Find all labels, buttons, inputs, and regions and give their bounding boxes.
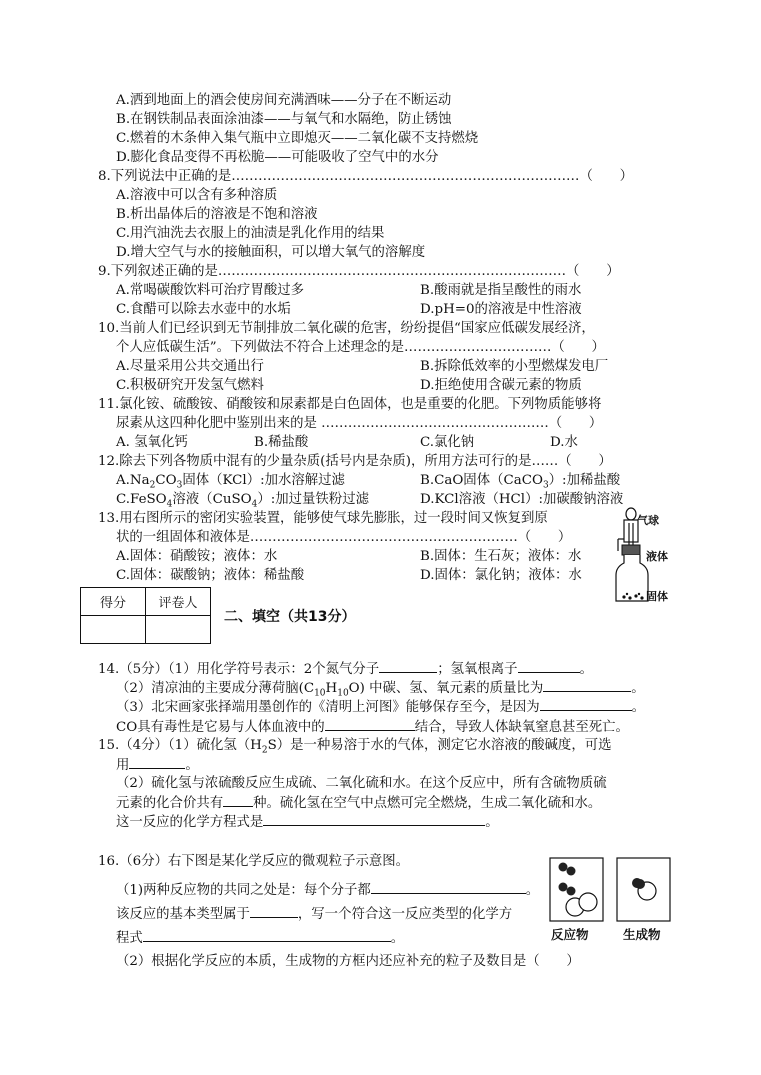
q11-option-b: B.稀盐酸 <box>254 435 309 450</box>
q14-line4: CO具有毒性是它易与人体血液中的 结合，导致人体缺氧窒息甚至死亡。 <box>116 717 629 737</box>
q15-line2: 用 。 <box>116 755 199 775</box>
q12-stem: 12.除去下列各物质中混有的少量杂质(括号内是杂质)，所用方法可行的是……（ ） <box>98 454 612 469</box>
fig-label-solid: 固体 <box>646 590 668 603</box>
q14-line2: （2）清凉油的主要成分薄荷脑$(C_{10}H_{10}O)$ 中碳、氢、氧元素的质量比为 。 <box>116 678 645 698</box>
q11-stem-line1: 11.氯化铵、硫酸铵、硝酸铵和尿素都是白色固体，也是重要的化肥。下列物质能够将 <box>98 397 602 412</box>
q7-option-d: D.膨化食品变得不再松脆——可能吸收了空气中的水分 <box>116 150 439 165</box>
q8-option-a: A.溶液中可以含有多种溶质 <box>116 188 278 203</box>
q13-option-c: C.固体：碳酸钠；液体：稀盐酸 <box>116 568 305 583</box>
q7-option-c: C.燃着的木条伸入集气瓶中立即熄灭——二氧化碳不支持燃烧 <box>116 131 479 146</box>
q14-blank-oh[interactable] <box>518 659 580 673</box>
q8-option-c: C.用汽油洗去衣服上的油渍是乳化作用的结果 <box>116 226 385 241</box>
q13-option-d: D.固体：氯化钠；液体：水 <box>420 568 582 583</box>
q16-line1: 16.（6分）右下图是某化学反应的微观粒子示意图。 <box>98 854 410 869</box>
q10-stem-line1: 10.当前人们已经识到无节制排放二氧化碳的危害，纷纷提倡“国家应低碳发展经济， <box>98 321 595 336</box>
q10-option-d: D.拒绝使用含碳元素的物质 <box>420 378 582 393</box>
q14-blank-blood[interactable] <box>325 717 415 731</box>
q16-line4: 程式 。 <box>116 928 404 948</box>
q9-option-c: C.食醋可以除去水壶中的水垢 <box>116 302 291 317</box>
q10-option-c: C.积极研究开发氢气燃料 <box>116 378 264 393</box>
fig-label-product: 生成物 <box>623 927 661 942</box>
q8-option-b: B.析出晶体后的溶液是不饱和溶液 <box>116 207 318 222</box>
q16-blank-common[interactable] <box>371 880 526 894</box>
q9-option-a: A.常喝碳酸饮料可治疗胃酸过多 <box>116 283 305 298</box>
q15-blank-valence-count[interactable] <box>223 793 253 807</box>
q16-line5: （2）根据化学反应的本质，生成物的方框内还应补充的粒子及数目是（ ） <box>116 954 580 969</box>
q12-option-d: D.KCl溶液（HCl）:加碳酸钠溶液 <box>420 492 624 507</box>
q11-option-a: A. 氢氧化钙 <box>116 435 188 450</box>
q16-line2: （1)两种反应物的共同之处是：每个分子都 。 <box>116 880 539 900</box>
q7-option-b: B.在钢铁制品表面涂油漆——与氧气和水隔绝，防止锈蚀 <box>116 112 452 127</box>
q15-line4: 元素的化合价共有 种。硫化氢在空气中点燃可完全燃烧，生成二氧化硫和水。 <box>116 793 601 813</box>
q10-option-b: B.拆除低效率的小型燃煤发电厂 <box>420 359 609 374</box>
q9-option-b: B.酸雨就是指呈酸性的雨水 <box>420 283 582 298</box>
q8-option-d: D.增大空气与水的接触面积，可以增大氧气的溶解度 <box>116 245 426 260</box>
q16-particle-diagram <box>549 857 673 923</box>
q12-option-c: C.FeSO$_4$溶液（CuSO$_4$）:加过量铁粉过滤 <box>116 492 369 510</box>
q13-stem-line1: 13.用右图所示的密闭实验装置，能够使气球先膨胀，过一段时间又恢复到原 <box>98 511 548 526</box>
fig-label-balloon: 气球 <box>637 514 659 527</box>
q15-line5: 这一反应的化学方程式是 。 <box>116 812 499 832</box>
q11-option-c: C.氯化钠 <box>420 435 475 450</box>
section-2-title: 二、填空（共13分） <box>224 609 356 625</box>
q14-line3: （3）北宋画家张择端用墨创作的《清明上河图》能够保存至今，是因为 。 <box>116 697 645 717</box>
q10-option-a: A.尽量采用公共交通出行 <box>116 359 264 374</box>
q16-blank-equation[interactable] <box>143 928 391 942</box>
q15-blank-equation[interactable] <box>263 812 485 826</box>
q15-line3: （2）硫化氢与浓硫酸反应生成硫、二氧化硫和水。在这个反应中，所有含硫物质硫 <box>116 776 607 791</box>
q13-option-b: B.固体：生石灰；液体：水 <box>420 549 582 564</box>
score-header: 得分 <box>81 588 146 616</box>
q9-stem: 9.下列叙述正确的是……………………………………………………………………（ ） <box>98 264 620 279</box>
q14-blank-reason[interactable] <box>540 697 632 711</box>
fig-label-reactant: 反应物 <box>551 927 589 942</box>
q16-line3: 该反应的基本类型属于 ，写一个符合这一反应类型的化学方 <box>116 904 512 924</box>
q12-option-b: B.CaO固体（CaCO$_3$）:加稀盐酸 <box>420 473 621 491</box>
q8-stem: 8.下列说法中正确的是……………………………………………………………………（ ） <box>98 169 634 184</box>
q7-option-a: A.洒到地面上的酒会使房间充满酒味——分子在不断运动 <box>116 93 452 108</box>
q9-option-d: D.pH=0的溶液是中性溶液 <box>420 302 582 317</box>
q16-blank-type[interactable] <box>250 904 298 918</box>
fig-label-liquid: 液体 <box>646 550 668 563</box>
q15-blank-tool[interactable] <box>129 755 185 769</box>
q12-option-a: $A.Na_2CO_3$固体（KCl）:加水溶解过滤 <box>116 473 345 491</box>
q15-line1: 15.（4分）（1）硫化氢$(H_2S)$是一种易溶于水的气体，测定它水溶液的酸碱度，可选 <box>98 738 612 756</box>
q14-blank-mass-ratio[interactable] <box>543 678 631 692</box>
grader-cell[interactable] <box>146 616 211 644</box>
q13-option-a: A.固体：硝酸铵；液体：水 <box>116 549 278 564</box>
q14-line1: 14.（5分）（1）用化学符号表示：2个氮气分子 ；氢氧根离子 。 <box>98 659 593 679</box>
q10-stem-line2: 个人应低碳生活”。下列做法不符合上述理念的是……………………………（ ） <box>116 340 605 355</box>
q13-stem-line2: 状的一组固体和液体是……………………………………………………（ ） <box>116 530 572 545</box>
q11-option-d: D.水 <box>550 435 578 450</box>
q11-stem-line2: 尿素从这四种化肥中鉴别出来的是 ……………………………………………（ ） <box>116 416 603 431</box>
grader-header: 评卷人 <box>146 588 211 616</box>
score-cell[interactable] <box>81 616 146 644</box>
score-table <box>80 587 211 644</box>
q14-blank-n2[interactable] <box>379 659 437 673</box>
